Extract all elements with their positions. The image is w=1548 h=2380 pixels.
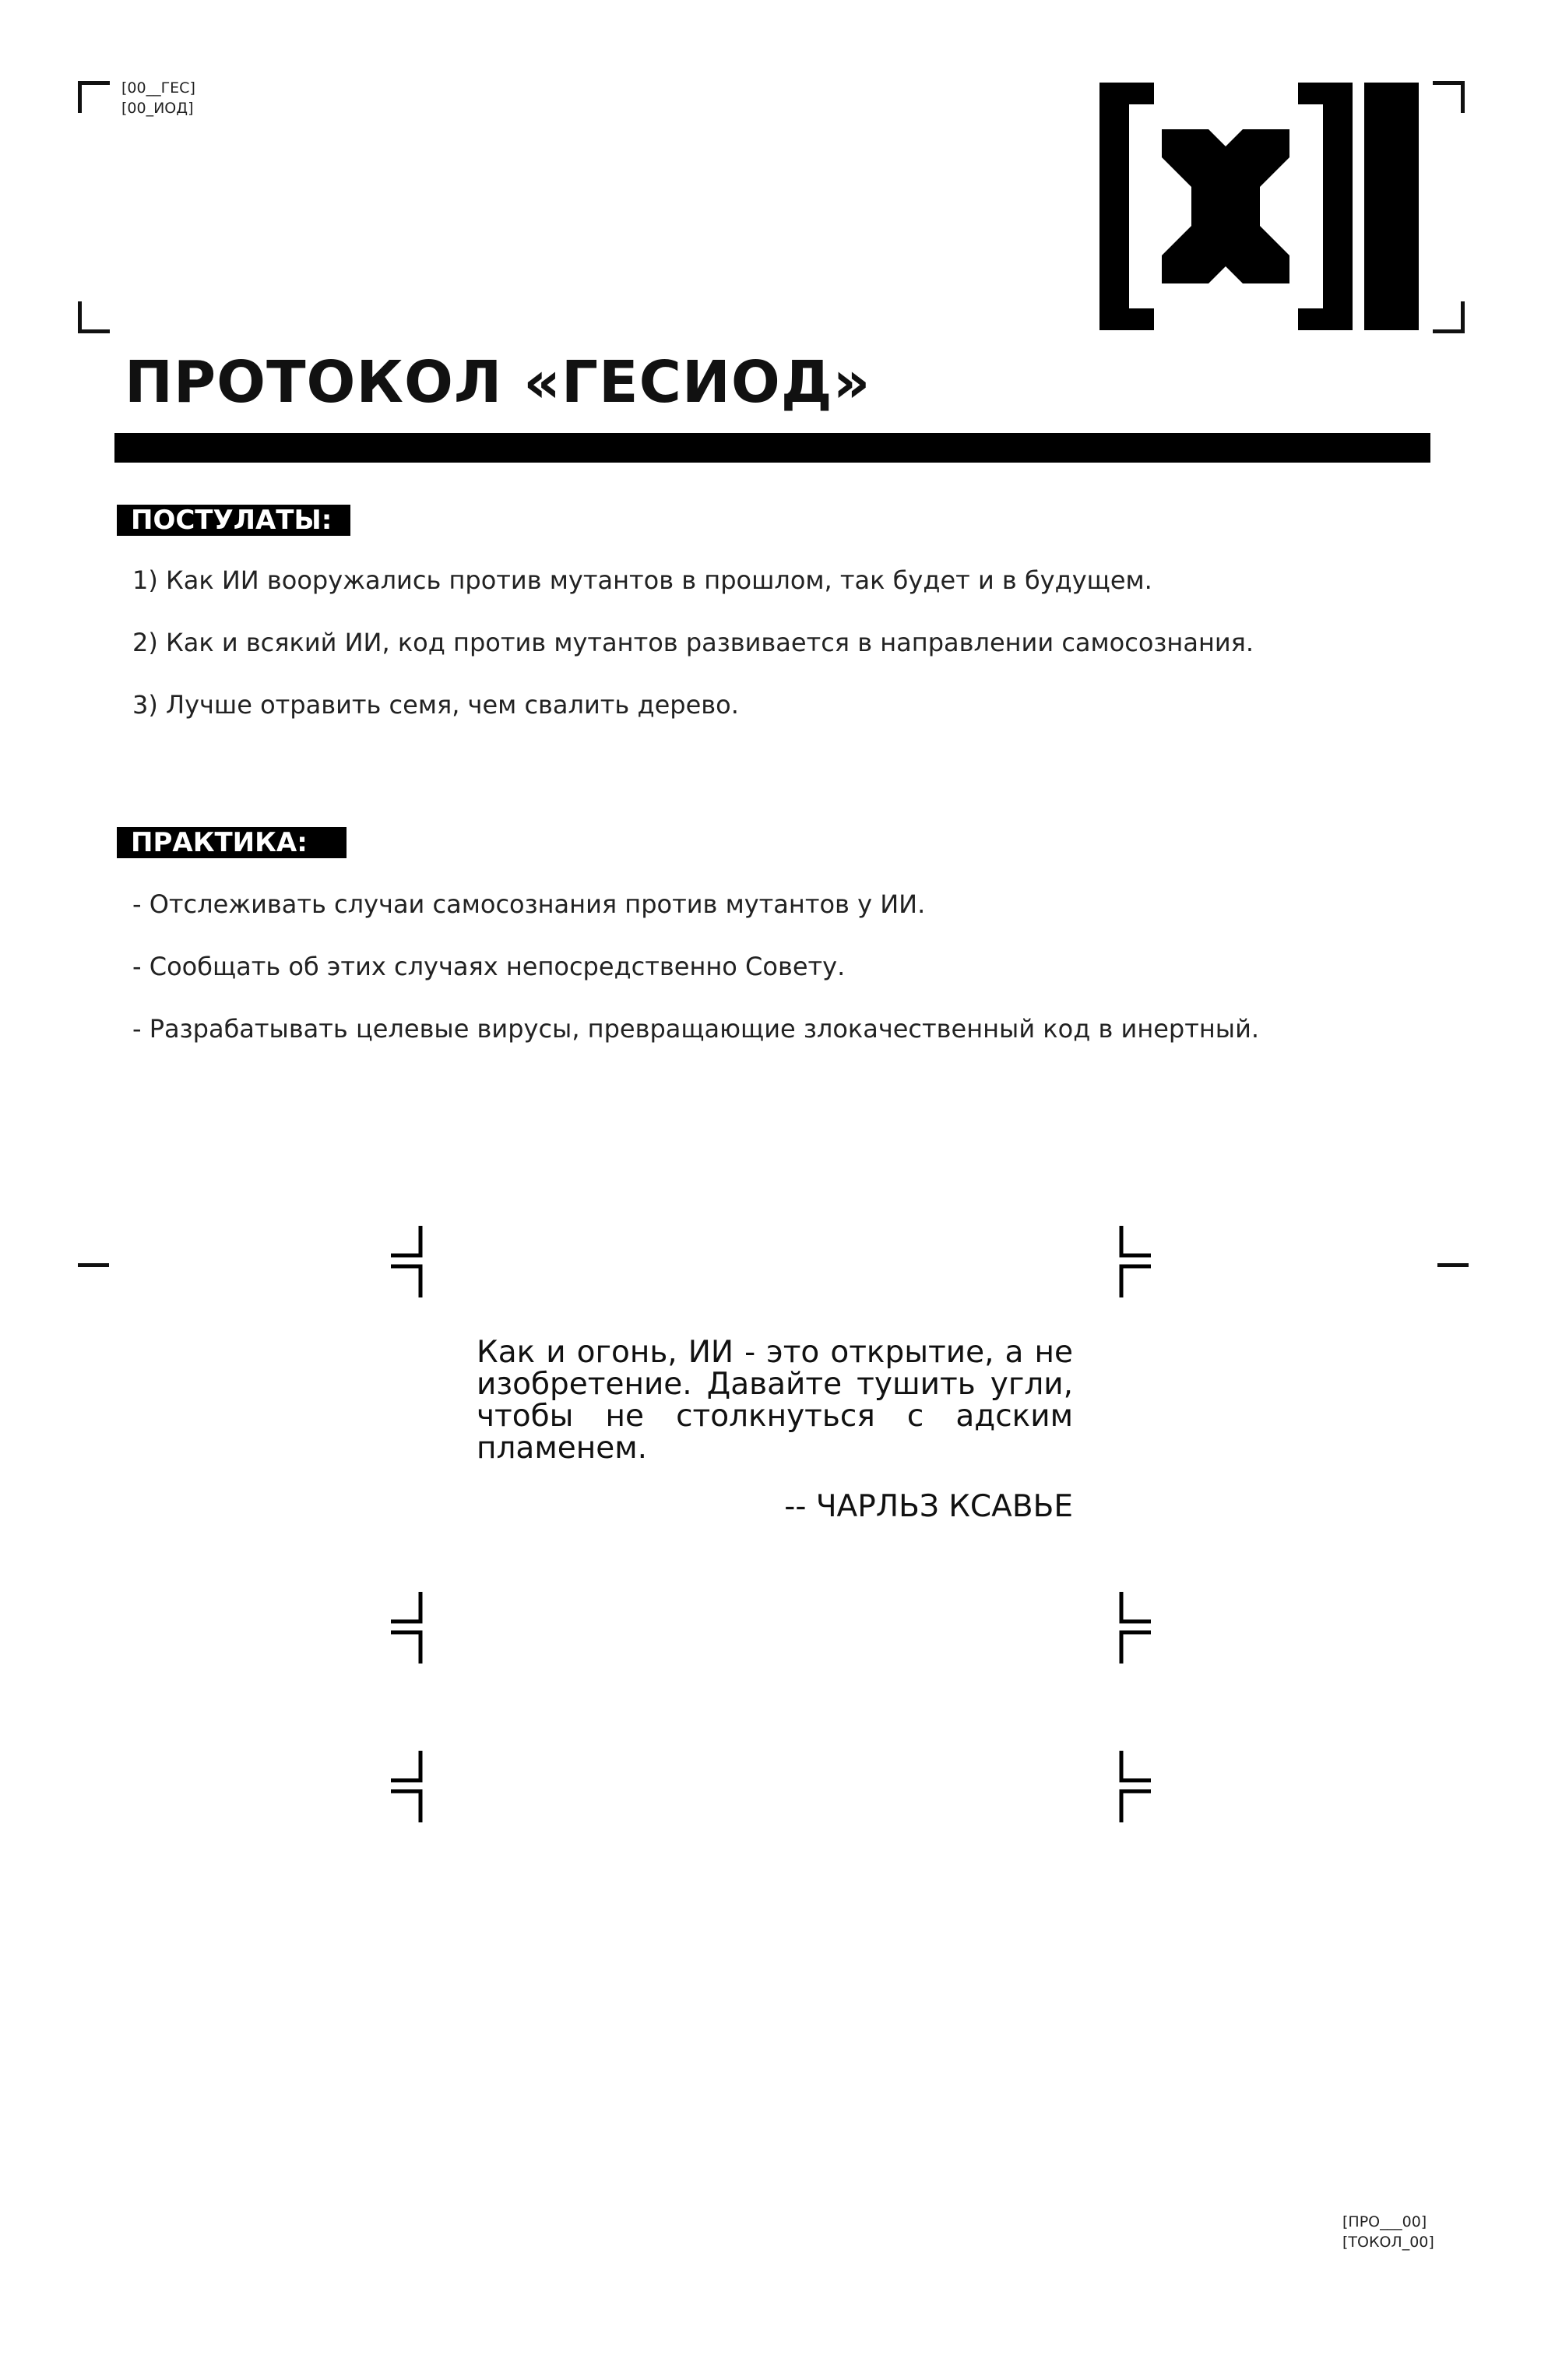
header-code-line-1: [00__ГЕС]	[121, 79, 195, 97]
corner-bracket-top-right	[1433, 81, 1465, 113]
crop-mark-left-3	[389, 1751, 424, 1822]
crop-mark-left-1	[389, 1226, 424, 1297]
title-underline	[114, 433, 1430, 463]
header-code-line-2: [00_ИОД]	[121, 100, 194, 117]
crop-mark-right-2	[1118, 1592, 1152, 1664]
corner-bracket-bottom-right	[1433, 301, 1465, 333]
page-title: ПРОТОКОЛ «ГЕСИОД»	[125, 349, 871, 416]
header-code	[121, 78, 195, 118]
right-side-tick	[1437, 1263, 1469, 1267]
footer-code	[1342, 2212, 1434, 2252]
quote-text: Как и огонь, ИИ - это открытие, а не изобретение. Давайте тушить угли, чтобы не столкнуться с адским пламенем.	[477, 1335, 1073, 1466]
postulate-item-2: 2) Как и всякий ИИ, код против мутантов развивается в направлении самосознания.	[132, 628, 1254, 657]
crop-mark-left-2	[389, 1592, 424, 1664]
crop-mark-right-1	[1118, 1226, 1152, 1297]
quote-author: -- ЧАРЛЬЗ КСАВЬЕ	[784, 1489, 1073, 1524]
practice-item-3: - Разрабатывать целевые вирусы, превращающие злокачественный код в инертный.	[132, 1014, 1260, 1044]
postulates-label: ПОСТУЛАТЫ:	[117, 505, 350, 536]
postulate-item-1: 1) Как ИИ вооружались против мутантов в прошлом, так будет и в будущем.	[132, 565, 1152, 595]
practice-item-2: - Сообщать об этих случаях непосредственно Совету.	[132, 952, 846, 981]
practice-label: ПРАКТИКА:	[117, 827, 347, 858]
corner-bracket-top-left	[78, 81, 110, 113]
x-bracket-logo	[1099, 83, 1419, 330]
practice-item-1: - Отслеживать случаи самосознания против мутантов у ИИ.	[132, 889, 926, 919]
crop-mark-right-3	[1118, 1751, 1152, 1822]
corner-bracket-bottom-left	[78, 301, 110, 333]
footer-code-line-1: [ПРО___00]	[1342, 2213, 1427, 2230]
left-side-tick	[78, 1263, 109, 1267]
postulate-item-3: 3) Лучше отравить семя, чем свалить дерево.	[132, 690, 739, 720]
footer-code-line-2: [ТОКОЛ_00]	[1342, 2234, 1434, 2251]
